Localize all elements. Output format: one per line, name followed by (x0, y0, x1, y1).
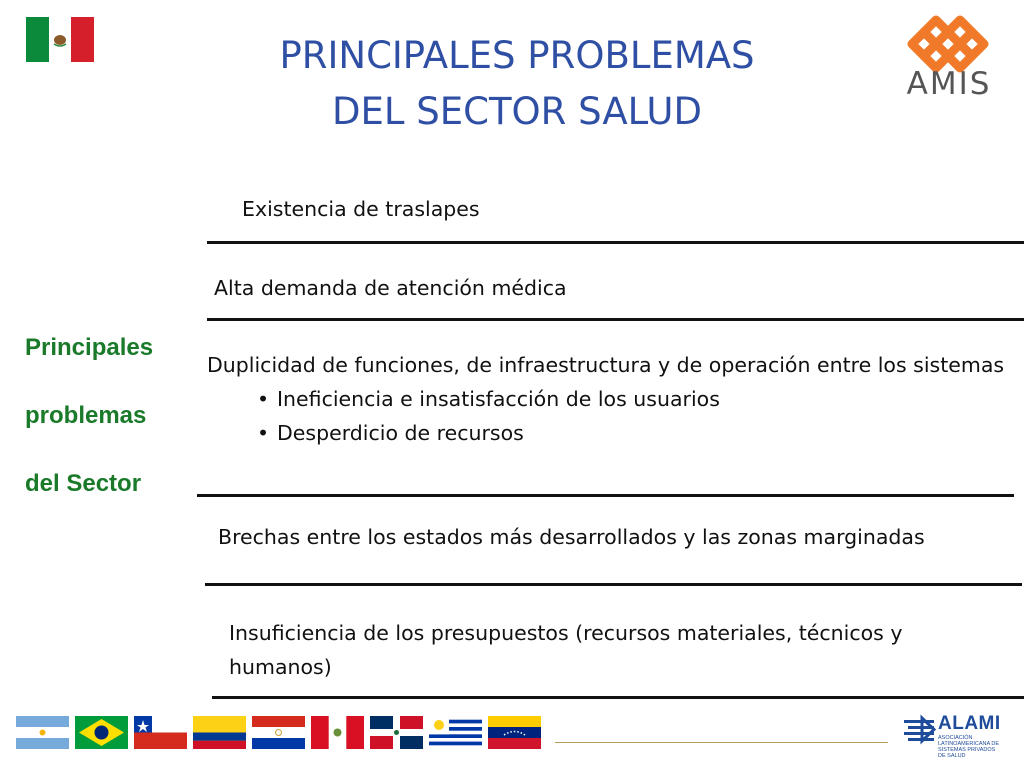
side-label-line-1: Principales (25, 334, 154, 361)
footer-flags (16, 716, 541, 749)
footer-divider (555, 742, 888, 743)
paraguay-flag-icon (252, 716, 305, 749)
side-label-line-3: del Sector (25, 470, 142, 497)
mexico-flag-icon (26, 17, 94, 62)
bullet-item: • Ineficiencia e insatisfacción de los usuarios (277, 382, 1007, 416)
dominican-republic-flag-icon (370, 716, 423, 749)
problem-item-2: Alta demanda de atención médica (214, 276, 567, 300)
brazil-flag-icon (75, 716, 128, 749)
alami-subtitle: ASOCIACIÓN LATINOAMERICANA DE SISTEMAS PRIVADOS DE SALUD (938, 735, 1000, 759)
problem-item-1: Existencia de traslapes (242, 197, 480, 221)
side-label-line-2: problemas (25, 402, 147, 429)
alami-title: ALAMI (938, 713, 1001, 734)
problem-item-3 (207, 348, 1007, 450)
problem-item-5: Insuficiencia de los presupuestos (recursos materiales, técnicos y humanos) (229, 621, 903, 679)
title-line-1: PRINCIPALES PROBLEMAS (279, 34, 755, 77)
peru-flag-icon (311, 716, 364, 749)
divider-1 (207, 241, 1024, 244)
chile-flag-icon (134, 716, 187, 749)
uruguay-flag-icon (429, 716, 482, 749)
amis-logo-text: AMIS (906, 66, 992, 102)
side-label (25, 334, 195, 538)
divider-5 (212, 696, 1024, 699)
page-title (180, 28, 854, 140)
bullet-item: • Desperdicio de recursos (277, 416, 1007, 450)
problem-item-4: Brechas entre los estados más desarrollados y las zonas marginadas (218, 525, 925, 549)
problem-item-3-text: Duplicidad de funciones, de infraestructura y de operación entre los sistemas (207, 353, 1005, 377)
venezuela-flag-icon (488, 716, 541, 749)
divider-3 (197, 494, 1014, 497)
title-line-2: DEL SECTOR SALUD (332, 90, 702, 133)
divider-4 (205, 583, 1022, 586)
divider-2 (207, 318, 1024, 321)
argentina-flag-icon (16, 716, 69, 749)
problem-item-3-bullets (207, 382, 1007, 450)
colombia-flag-icon (193, 716, 246, 749)
